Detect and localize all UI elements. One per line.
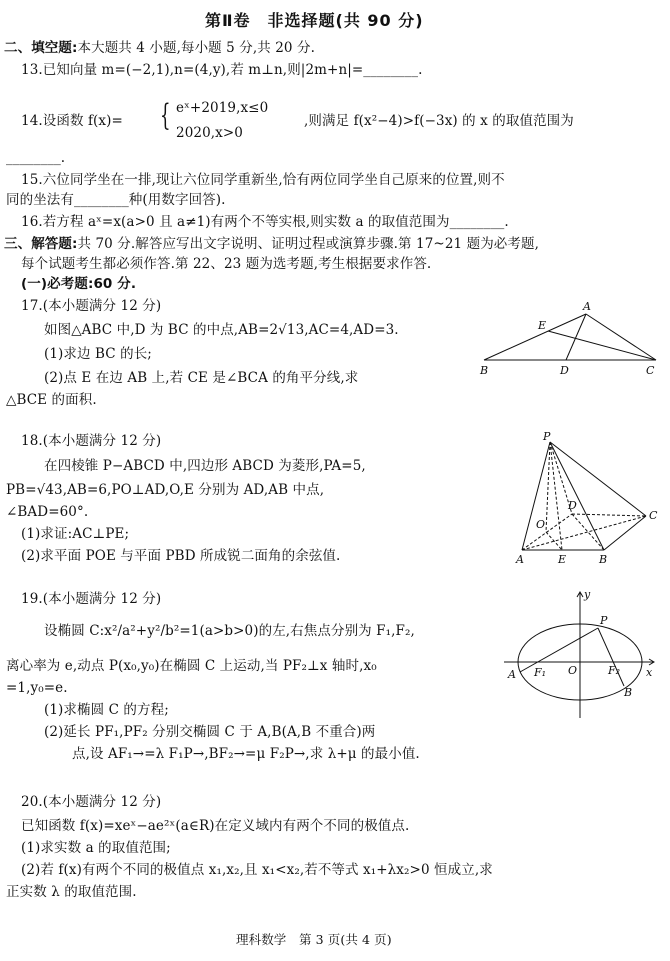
question-14-blank: ________. [6, 150, 66, 166]
page-title: 第Ⅱ卷 非选择题(共 90 分) [205, 11, 424, 30]
section3-intro-1: 共 70 分.解答应写出文字说明、证明过程或演算步骤.第 17~21 题为必考题, [77, 236, 539, 252]
section2-heading: 二、填空题: [4, 40, 78, 56]
q18-label-C: C [649, 509, 658, 522]
q19-label-O: O [568, 664, 578, 677]
question-14-tail: ,则满足 f(x²−4)>f(−3x) 的 x 的取值范围为 [304, 113, 574, 129]
q19-line2: 离心率为 e,动点 P(x₀,y₀)在椭圆 C 上运动,当 PF₂⊥x 轴时,x₀ [6, 658, 377, 674]
question-14-case2: 2020,x>0 [176, 125, 243, 141]
q19-header: 19.(本小题满分 12 分) [21, 591, 162, 607]
ellipse-figure [500, 586, 660, 720]
q18-part1: (1)求证:AC⊥PE; [21, 526, 130, 542]
q18-line1: 在四棱锥 P−ABCD 中,四边形 ABCD 为菱形,PA=5, [44, 458, 366, 474]
piecewise-brace: { [160, 98, 171, 133]
question-15-line2: 同的坐法有________种(用数字回答). [6, 192, 226, 208]
q19-label-F2: F₂ [608, 664, 621, 677]
question-16: 16.若方程 aˣ=x(a>0 且 a≠1)有两个不等实根,则实数 a 的取值范围为________. [21, 214, 509, 230]
page-footer: 理科数学 第 3 页(共 4 页) [236, 932, 392, 947]
q20-part1: (1)求实数 a 的取值范围; [21, 840, 171, 856]
q19-part1: (1)求椭圆 C 的方程; [44, 702, 169, 718]
q17-label-C: C [646, 364, 655, 377]
question-14-lead: 14.设函数 f(x)= [21, 113, 123, 129]
q17-part2-line1: (2)点 E 在边 AB 上,若 CE 是∠BCA 的角平分线,求 [44, 370, 359, 386]
q20-header: 20.(本小题满分 12 分) [21, 794, 162, 810]
q19-label-y: y [584, 588, 591, 601]
q17-label-E: E [538, 319, 547, 332]
q17-stem: 如图△ABC 中,D 为 BC 的中点,AB=2√13,AC=4,AD=3. [44, 322, 399, 338]
q17-label-D: D [560, 364, 569, 377]
q17-label-B: B [480, 364, 489, 377]
section3-intro-2: 每个试题考生都必须作答.第 22、23 题为选考题,考生根据要求作答. [21, 256, 432, 272]
section2-intro: 本大题共 4 小题,每小题 5 分,共 20 分. [77, 40, 315, 56]
q18-line3: ∠BAD=60°. [6, 504, 89, 520]
required-heading: (一)必考题:60 分. [21, 276, 137, 292]
q17-header: 17.(本小题满分 12 分) [21, 298, 162, 314]
q18-label-P: P [543, 430, 551, 443]
q18-label-B: B [599, 553, 608, 566]
q19-label-B: B [624, 686, 633, 699]
q18-label-E: E [558, 553, 567, 566]
q17-part1: (1)求边 BC 的长; [44, 346, 152, 362]
q19-label-x: x [646, 666, 653, 679]
q17-part2-line2: △BCE 的面积. [6, 392, 97, 408]
section3-line [4, 236, 539, 253]
q18-line2: PB=√43,AB=6,PO⊥AD,O,E 分别为 AD,AB 中点, [6, 482, 325, 498]
q19-line1: 设椭圆 C:x²/a²+y²/b²=1(a>b>0)的左,右焦点分别为 F₁,F₂, [44, 623, 415, 639]
q18-header: 18.(本小题满分 12 分) [21, 433, 162, 449]
q17-label-A: A [583, 300, 591, 313]
section3-heading: 三、解答题: [4, 236, 78, 252]
question-14-case1: eˣ+2019,x≤0 [176, 100, 269, 116]
question-15-line1: 15.六位同学坐在一排,现让六位同学重新坐,恰有两位同学坐自己原来的位置,则不 [21, 172, 505, 188]
section2-line [4, 40, 315, 57]
q19-label-F1: F₁ [534, 666, 547, 679]
triangle-figure [474, 296, 666, 380]
q20-part2-line1: (2)若 f(x)有两个不同的极值点 x₁,x₂,且 x₁<x₂,若不等式 x₁+λx₂>0 恒成立,求 [21, 862, 493, 878]
q18-label-A: A [516, 553, 524, 566]
q18-label-D: D [568, 499, 577, 512]
q19-label-A: A [508, 668, 516, 681]
q18-part2: (2)求平面 POE 与平面 PBD 所成锐二面角的余弦值. [21, 548, 341, 564]
q18-label-O: O [536, 518, 546, 531]
q19-part2-line1: (2)延长 PF₁,PF₂ 分别交椭圆 C 于 A,B(A,B 不重合)两 [44, 724, 376, 740]
pyramid-figure [510, 430, 666, 566]
q19-line3: =1,y₀=e. [6, 680, 68, 696]
q20-stem: 已知函数 f(x)=xeˣ−ae²ˣ(a∈R)在定义域内有两个不同的极值点. [21, 818, 410, 834]
q19-part2-line2: 点,设 AF₁→=λ F₁P→,BF₂→=μ F₂P→,求 λ+μ 的最小值. [72, 746, 420, 762]
question-13: 13.已知向量 m=(−2,1),n=(4,y),若 m⊥n,则|2m+n|=________. [21, 62, 423, 78]
q20-part2-line2: 正实数 λ 的取值范围. [6, 884, 137, 900]
q19-label-P: P [600, 614, 608, 627]
